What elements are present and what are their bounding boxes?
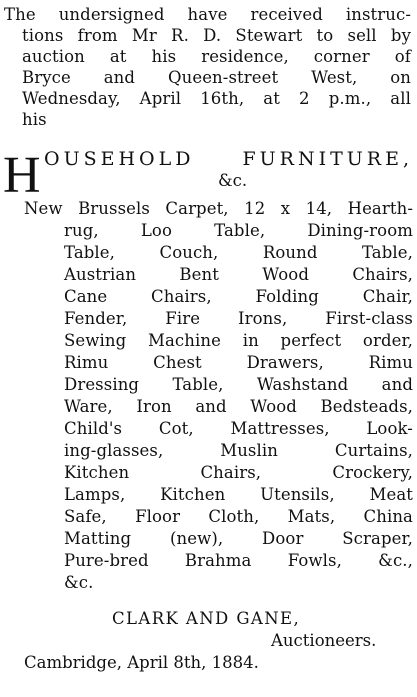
item-line: Safe, Floor Cloth, Mats, China	[64, 507, 413, 526]
auctioneer-role: Auctioneers.	[271, 631, 377, 650]
heading-title: OUSEHOLD FURNITURE,	[44, 148, 413, 170]
item-line: Ware, Iron and Wood Bedsteads,	[64, 397, 413, 416]
item-line: Cane Chairs, Folding Chair,	[64, 287, 413, 306]
item-line: Austrian Bent Wood Chairs,	[64, 265, 413, 284]
item-line: &c.	[64, 573, 94, 592]
auctioneer-firm: CLARK AND GANE,	[112, 609, 301, 628]
item-line: Sewing Machine in perfect order,	[64, 331, 413, 350]
item-line: Rimu Chest Drawers, Rimu	[64, 353, 413, 372]
intro-line: auction at his residence, corner of	[22, 47, 411, 66]
item-line: Dressing Table, Washstand and	[64, 375, 413, 394]
item-line: ing-glasses, Muslin Curtains,	[64, 441, 413, 460]
dateline: Cambridge, April 8th, 1884.	[24, 653, 259, 672]
item-line: Table, Couch, Round Table,	[64, 243, 413, 262]
heading-drop-cap: H	[3, 147, 41, 204]
intro-line: The undersigned have received instruc-	[4, 5, 411, 24]
heading-etc: &c.	[218, 171, 248, 190]
intro-line: his	[22, 110, 47, 129]
item-line: Kitchen Chairs, Crockery,	[64, 463, 413, 482]
item-line: rug, Loo Table, Dining-room	[64, 221, 413, 240]
item-line: New Brussels Carpet, 12 x 14, Hearth-	[24, 199, 413, 218]
intro-line: Bryce and Queen-street West, on	[22, 68, 411, 87]
item-line: Pure-bred Brahma Fowls, &c.,	[64, 551, 413, 570]
item-line: Child's Cot, Mattresses, Look-	[64, 419, 413, 438]
item-line: Fender, Fire Irons, First-class	[64, 309, 413, 328]
intro-line: tions from Mr R. D. Stewart to sell by	[22, 26, 411, 45]
intro-line: Wednesday, April 16th, at 2 p.m., all	[22, 89, 411, 108]
item-line: Matting (new), Door Scraper,	[64, 529, 413, 548]
item-line: Lamps, Kitchen Utensils, Meat	[64, 485, 413, 504]
